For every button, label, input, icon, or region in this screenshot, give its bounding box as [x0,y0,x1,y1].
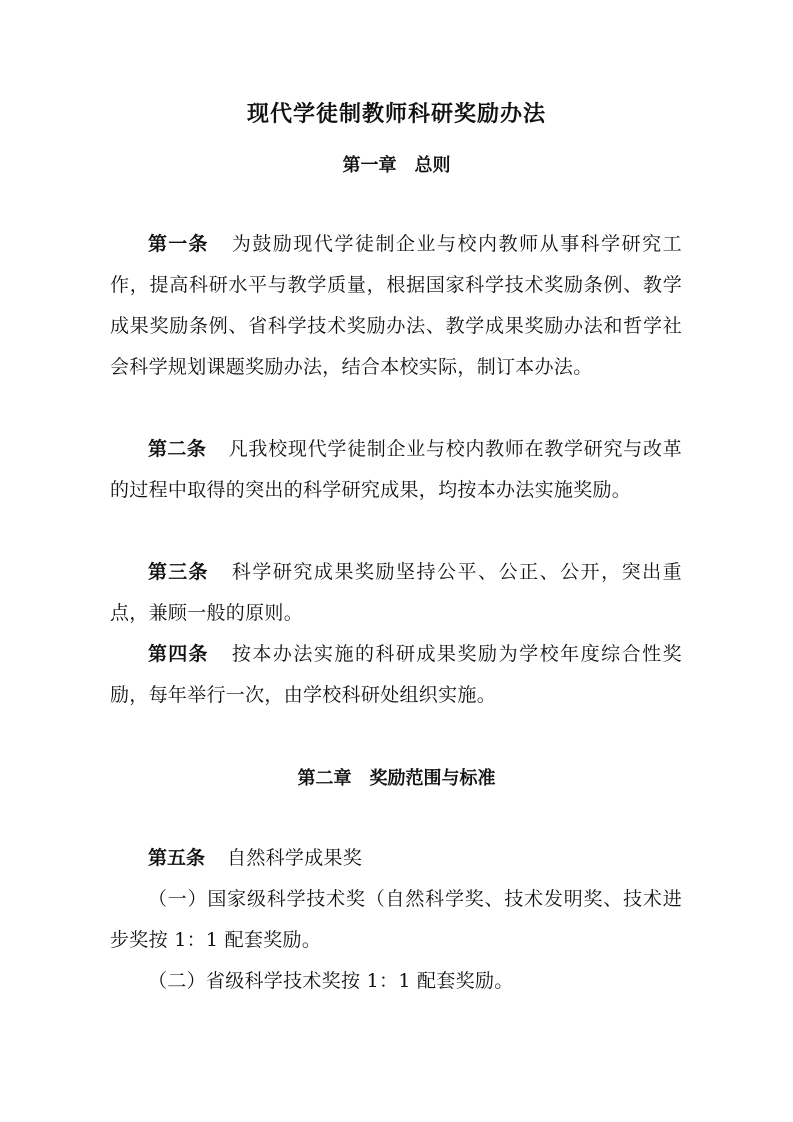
article-text: 为鼓励现代学徒制企业与校内教师从事科学研究工作，提高科研水平与教学质量，根据国家科学技术奖励条例、教学成果奖励条例、省科学技术奖励办法、教学成果奖励办法和哲学社会科学规划课题奖励办法，结合本校实际，制订本办法。 [110,233,682,378]
article-label: 第三条 [148,561,209,583]
article-text: 凡我校现代学徒制企业与校内教师在教学研究与改革的过程中取得的突出的科学研究成果，均按本办法实施奖励。 [110,438,682,501]
article [110,838,682,879]
document-title: 现代学徒制教师科研奖励办法 [246,102,546,127]
chapter-number: 第二章 [297,768,352,789]
list-item: （一）国家级科学技术奖（自然科学奖、技术发明奖、技术进步奖按 1：1 配套奖励。 [110,888,682,951]
list-item: （二）省级科学技术奖按 1：1 配套奖励。 [148,970,514,992]
article-label: 第四条 [148,643,209,665]
chapter-heading [0,764,793,794]
chapter-name: 总则 [414,155,451,176]
article [110,552,682,634]
chapter-heading [0,151,793,181]
article [110,429,682,511]
chapter-name: 奖励范围与标准 [369,768,496,789]
article-text: 按本办法实施的科研成果奖励为学校年度综合性奖励，每年举行一次，由学校科研处组织实施。 [110,643,682,706]
article-text: 自然科学成果奖 [227,847,363,869]
article [110,634,682,716]
article-label: 第一条 [148,233,209,255]
article [110,224,682,388]
article-label: 第五条 [148,847,206,869]
chapter-number: 第一章 [342,155,397,176]
article-text: 科学研究成果奖励坚持公平、公正、公开，突出重点，兼顾一般的原则。 [110,561,682,624]
article-label: 第二条 [148,438,207,460]
